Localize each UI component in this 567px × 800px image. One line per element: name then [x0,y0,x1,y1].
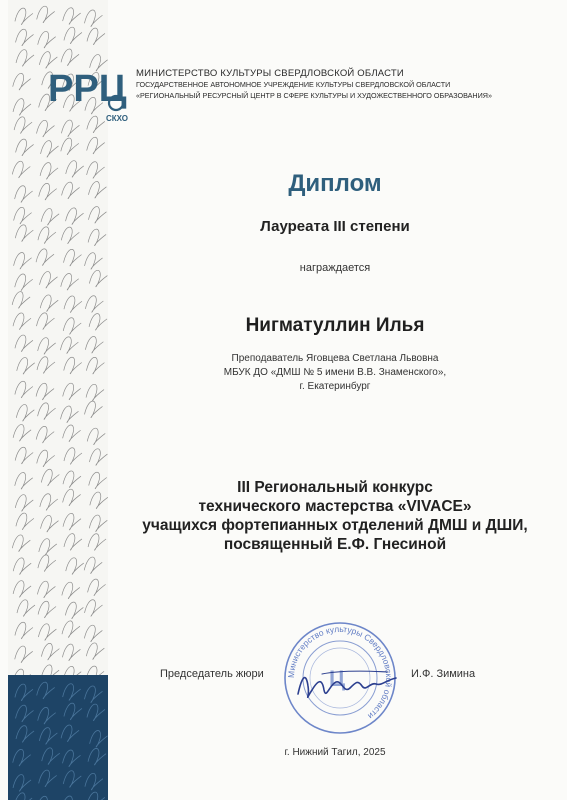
contest-line: III Региональный конкурс [237,479,433,496]
contest-description [110,478,560,554]
institution-line: ГОСУДАРСТВЕННОЕ АВТОНОМНОЕ УЧРЕЖДЕНИЕ КУЛЬТУРЫ СВЕРДЛОВСКОЙ ОБЛАСТИ [136,80,451,89]
svg-text:Ц: Ц [329,666,346,691]
teacher-info [110,352,560,394]
stamp-text: Министерство культуры Свердловской области [285,623,395,722]
school-name: МБУК ДО «ДМШ № 5 имени В.В. Знаменского», [223,367,447,378]
school-city: г. Екатеринбург [299,381,371,392]
rrc-logo [48,65,130,125]
contest-line: учащихся фортепианных отделений ДМШ и ДШИ, [142,517,528,534]
place-and-year: г. Нижний Тагил, 2025 [284,747,386,758]
ministry-name: МИНИСТЕРСТВО КУЛЬТУРЫ СВЕРДЛОВСКОЙ ОБЛАСТИ [136,68,404,79]
jury-chair-label: Председатель жюри [160,668,264,680]
contest-line: посвященный Е.Ф. Гнесиной [223,536,447,553]
recipient-name: Нигматуллин Илья [245,315,425,336]
svg-text:СКХО: СКХО [106,114,129,123]
jury-chair-name: И.Ф. Зимина [411,668,476,680]
laureate-degree: Лауреата III степени [260,218,410,235]
organization-header [136,68,556,101]
teacher-name: Преподаватель Яговцева Светлана Львовна [231,353,439,364]
svg-text:РРЦ: РРЦ [48,68,127,110]
diploma-title: Диплом [288,170,382,197]
institution-line: «РЕГИОНАЛЬНЫЙ РЕСУРСНЫЙ ЦЕНТР В СФЕРЕ КУЛЬТУРЫ И ХУДОЖЕСТВЕННОГО ОБРАЗОВАНИЯ» [136,91,492,100]
handwritten-signature [292,664,402,708]
awarded-label: награждается [299,262,371,274]
contest-line: технического мастерства «VIVACE» [198,498,472,515]
